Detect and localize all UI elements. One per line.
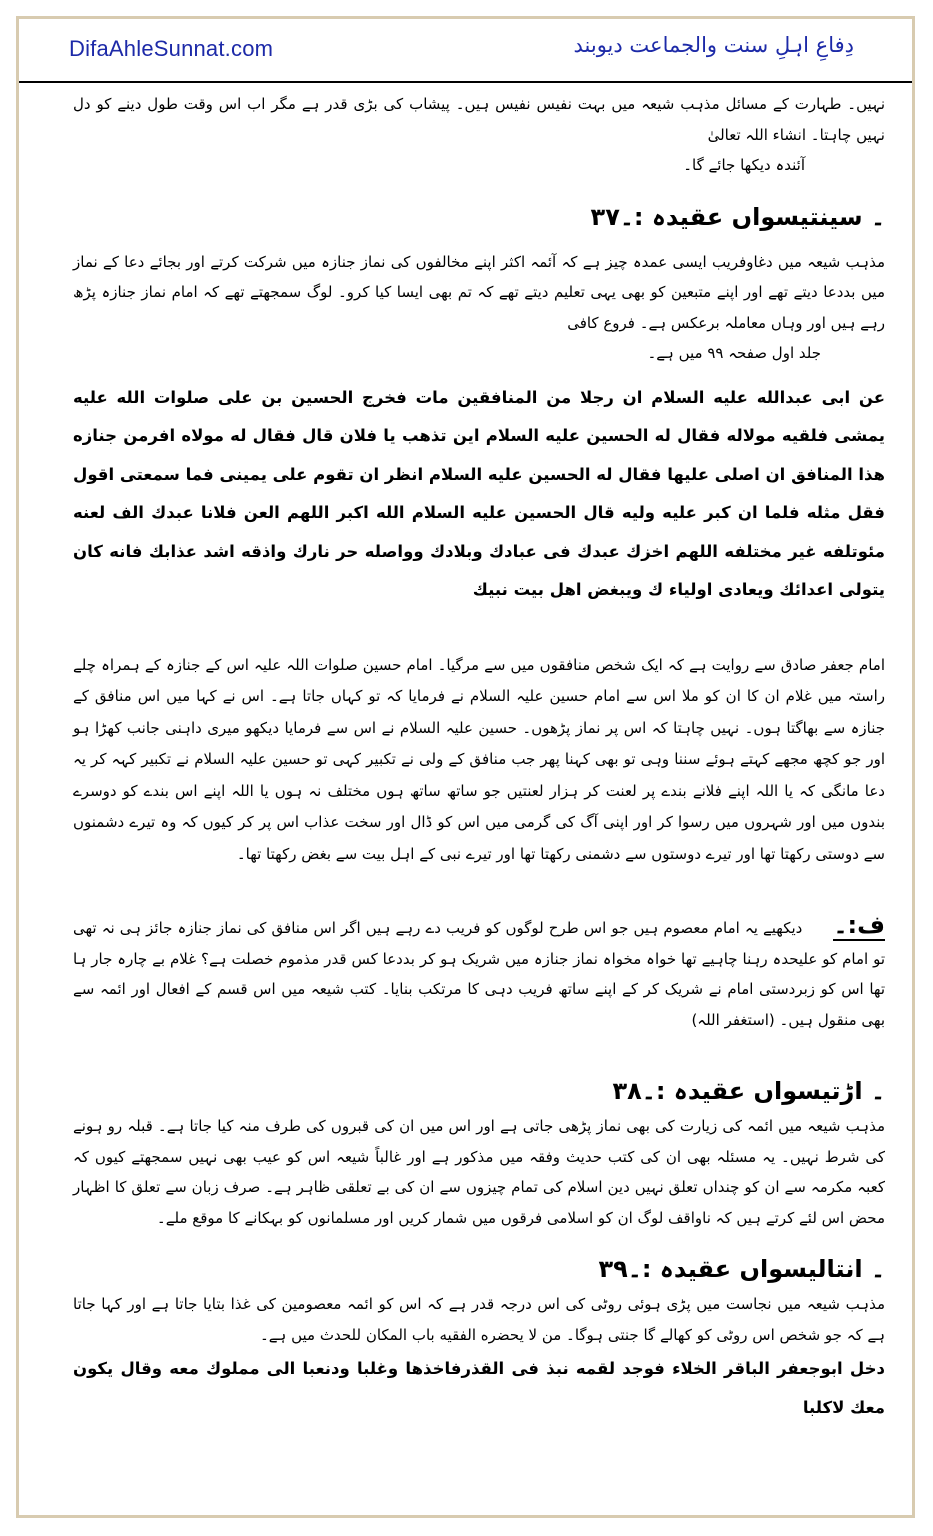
section-37-reference: جلد اول صفحہ ۹۹ میں ہے۔	[647, 344, 821, 362]
section-37-paragraph: مذہب شیعہ میں دغاوفریب ایسی عمدہ چیز ہے کہ آئمہ اکثر اپنے مخالفوں کی نماز جنازہ میں شرکت کرتے اور بجائے دعا کے نماز میں بددعا دیتے تھے اور اپنے متبعین کو بھی یہی تعلیم دیتے تھے کہ تم بھی ایسا کیا کرو۔ لوگ سمجھتے تھے کہ امام نماز جنازہ پڑھ رہے ہیں اور وہاں معاملہ برعکس ہے۔ فروع کافی	[73, 252, 885, 332]
section-39-arabic-text: دخل ابوجعفر الباقر الخلاء فوجد لقمه نبذ فی القذرفاخذها وغلبا ودنعبا الی مملوك معه وقال يكون معك لاكلبا	[73, 1359, 885, 1417]
site-name[interactable]: DifaAhleSunnat.com	[69, 36, 274, 61]
page-frame	[16, 16, 915, 1518]
section-37-translation: امام جعفر صادق سے روایت ہے کہ ایک شخص منافقوں میں سے مرگیا۔ امام حسین صلوات اللہ علیہ اس کے جنازہ کے ہمراہ چلے راستہ میں غلام ان کا ان کو ملا اس سے امام حسین علیہ السلام نے فرمایا کہ تو کہاں جاتا ہے۔ اس نے کہا میں اس منافق کے جنازہ سے بھاگتا ہوں۔ نہیں چاہتا کہ اس پر نماز پڑھوں۔ حسین علیہ السلام نے اس سے فرمایا دیکھو میری داہنی جانب کھڑا ہو اور جو کچھ مجھے کہتے ہوئے سننا وہی تو بھی کہنا پھر جب منافق کے ولی نے تکبیر کہی تو حسین علیہ السلام نے تکبیر کہہ کر یہ دعا مانگی کہ یا اللہ اپنے فلانے بندے پر لعنت کر ہزار لعنتیں جو ساتھ ساتھ ہوں مختلف نہ ہوں یا اللہ اپنے اس بندے کو دوسرے بندوں میں اور شہروں میں رسوا کر اور اپنی آگ کی گرمی میں اس کو ڈال اور سخت عذاب اس پر کر کیوں کہ وہ تیرے دشمنوں سے دوستی رکھتا تھا اور تیرے دوستوں سے دشمنی رکھتا تھا اور تیرے نبی کے اہل بیت سے بغض رکھتا تھا۔	[73, 655, 885, 863]
section-37-number: ۳۷۔	[590, 202, 885, 231]
section-38-heading	[73, 1071, 885, 1111]
intro-paragraph-end: آئندہ دیکھا جائے گا۔	[683, 156, 805, 174]
note-text: دیکھیے یہ امام معصوم ہیں جو اس طرح لوگوں کو فریب دے رہے ہیں اگر اس منافق کی نماز جنازہ جائز ہی نہ تھی تو امام کو علیحدہ رہنا چاہیے تھا خواہ مخواہ نماز جنازہ میں شریک ہو کر بددعا کس قدر مذموم خصلت ہے؟ غلام بے چارہ جار ہا تھا اس کو زبردستی امام نے شریک کر کے اپنے ساتھ فریب دہی کا مرتکب بنایا۔ کتب شیعہ میں اس قسم کے افعال اور ائمہ سے بھی منقول ہیں۔ (استغفر اللہ)	[73, 919, 885, 1029]
section-37-arabic-text: عن ابی عبدالله عليه السلام ان رجلا من المنافقين مات فخرج الحسين بن علی صلوات الله عليه يمشی فلقيه مولاله فقال له الحسين عليه السلام اين تذهب يا فلان قال فقال له مولاه افرمن جنازه هذا المنافق ان اصلی عليها فقال له الحسين عليه السلام انظر ان تقوم علی يمينی فما سمعتی اقول فقل مثله فلما ان كبر عليه وليه قال الحسين عليه السلام الله اكبر اللهم العن فلانا عبدك الف لعنه مئوتلفه غير مختلفه اللهم اخزك عبدك فی عبادك وبلادك وواصله حر نارك واذقه اشد عذابك فانه كان يتولی اعدائك ويعادی اولياء ك ويبغض اهل بيت نبيك	[73, 387, 885, 599]
section-37-note	[73, 910, 885, 1035]
page-content	[73, 89, 885, 1427]
note-marker: ف:۔	[833, 911, 885, 939]
section-37-heading	[73, 197, 885, 237]
brand-title: دِفاعِ اہلِ سنت والجماعت دیوبند	[573, 33, 854, 57]
section-39-paragraph: مذہب شیعہ میں نجاست میں پڑی ہوئی روٹی کی اس درجہ قدر ہے کہ اس کو ائمہ معصومین کی غذا بتایا جاتا ہے اور کہا جاتا ہے کہ جو شخص اس روٹی کو کھالے گا جنتی ہوگا۔ من لا يحضره الفقيه باب المكان للحدث میں ہے۔	[73, 1295, 885, 1344]
intro-paragraph: نہیں۔ طہارت کے مسائل مذہب شیعہ میں بہت نفیس نفیس ہیں۔ پیشاب کی بڑی قدر ہے مگر اب اس وقت طول دینے کو دل نہیں چاہتا۔ انشاء اللہ تعالیٰ	[73, 95, 885, 144]
section-38-number: ۳۸۔	[612, 1077, 885, 1105]
page-header	[19, 19, 912, 83]
section-38-title: اڑتیسواں عقیدہ :۔	[641, 1077, 863, 1105]
section-39-heading	[73, 1249, 885, 1289]
section-37-title: سینتیسواں عقیدہ :۔	[619, 202, 863, 231]
section-38-paragraph: مذہب شیعہ میں ائمہ کی زیارت کی بھی نماز پڑھی جاتی ہے اور اس میں ان کی قبروں کی طرف منہ کیا جاتا ہے۔ قبلہ رو ہونے کی شرط نہیں۔ یہ مسئلہ بھی ان کی کتب حدیث وفقہ میں مذکور ہے اور غالباً شیعہ اس کو عیب بھی نہیں سمجھتے کیوں کہ کعبہ مکرمہ سے ان کو چنداں تعلق نہیں دین اسلام کی تمام چیزوں سے ان کی بے تعلقی ظاہر ہے۔ صرف زبان سے تعلق کا اظہار محض اس لئے کرتے ہیں کہ ناواقف لوگ ان کو اسلامی فرقوں میں شمار کریں اور مسلمانوں کو بہکانے کا موقع ملے۔	[73, 1117, 885, 1227]
section-39-title: انتالیسواں عقیدہ :۔	[627, 1255, 863, 1283]
section-39-number: ۳۹۔	[598, 1255, 885, 1283]
